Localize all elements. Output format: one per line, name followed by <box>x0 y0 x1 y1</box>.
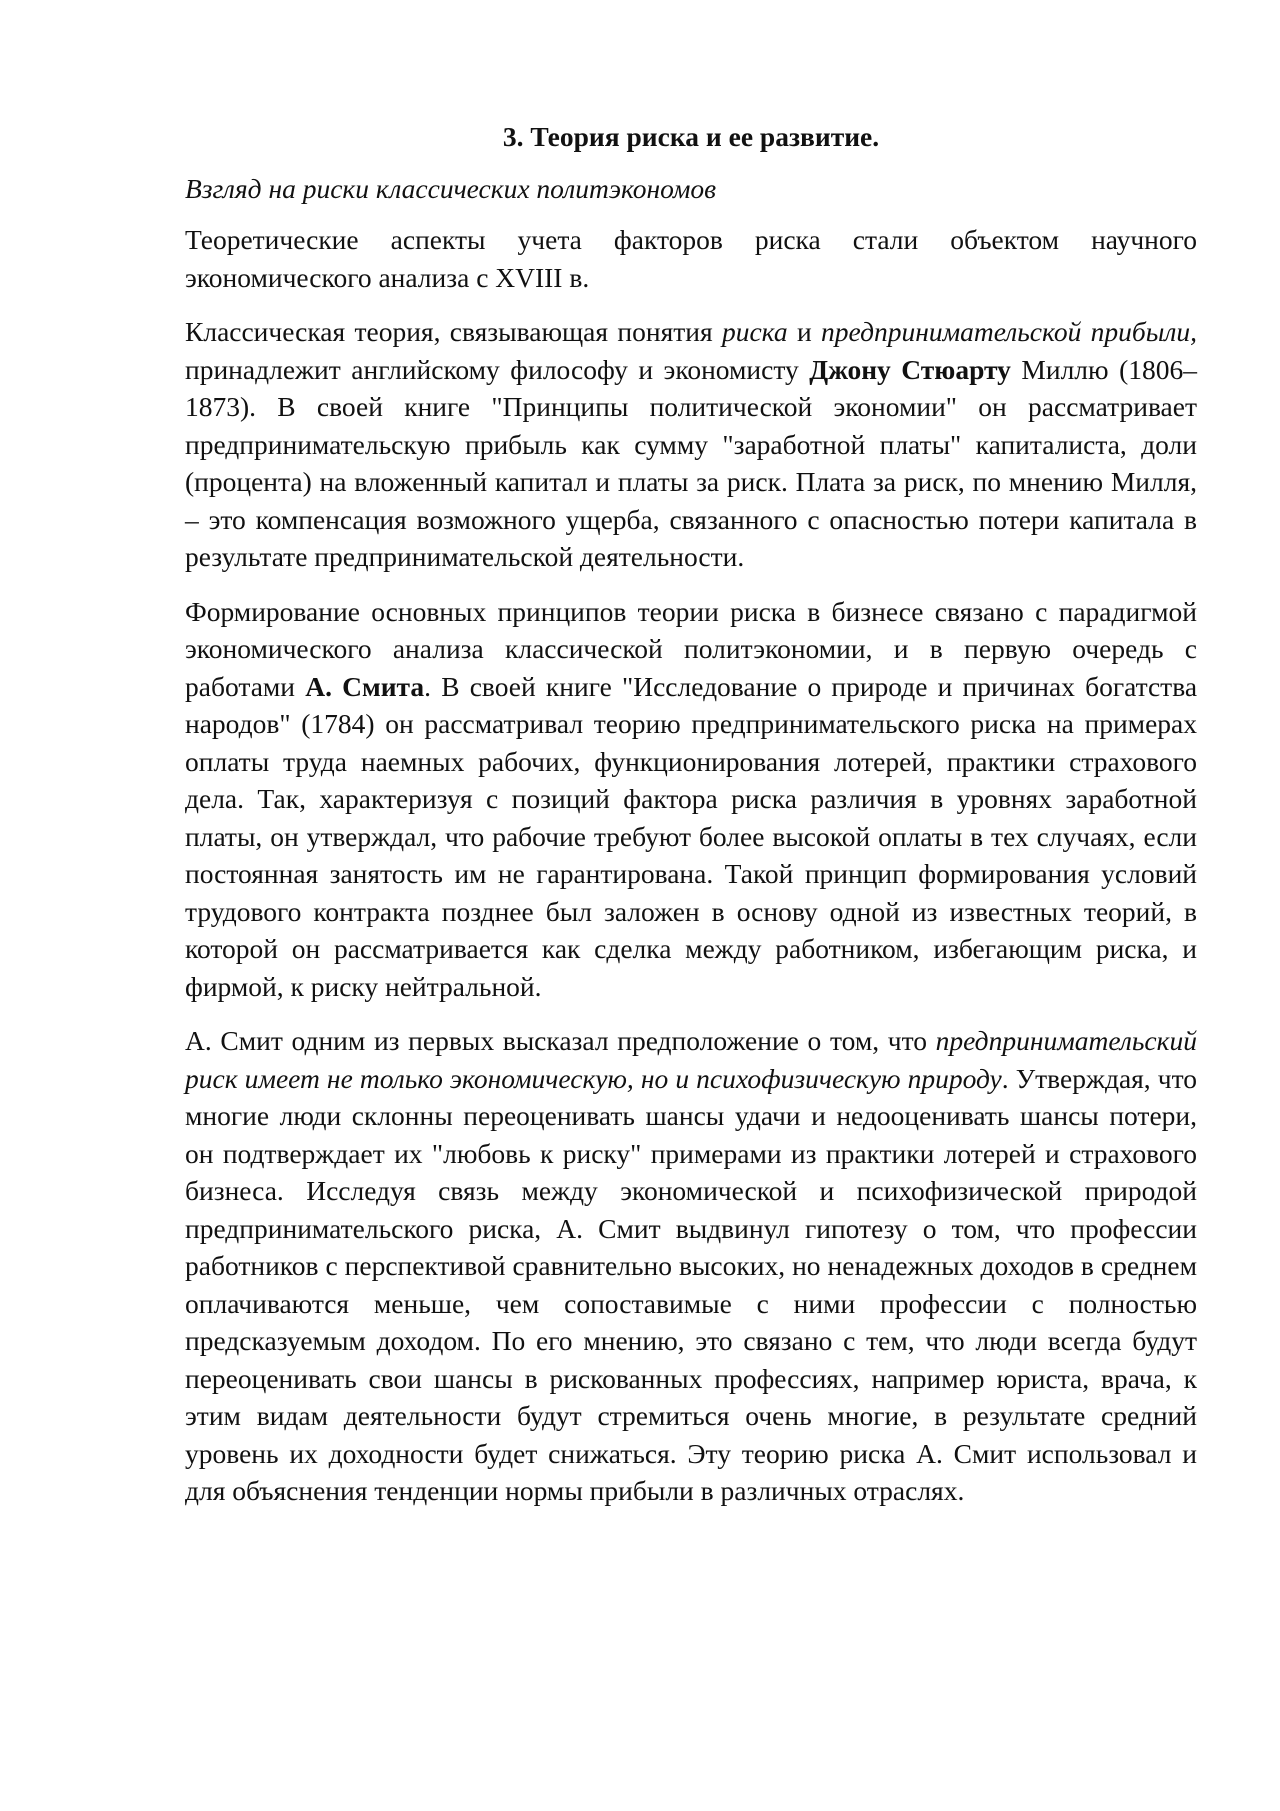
section-title: 3. Теория риска и ее развитие. <box>502 121 880 152</box>
paragraph-2-text-3: принадлежит английскому философу и экономисту <box>185 353 810 385</box>
paragraph-2 <box>185 313 1197 576</box>
paragraph-1 <box>185 221 1197 296</box>
paragraph-3-bold-name: А. Смита <box>305 670 425 702</box>
document-page <box>185 118 1197 1527</box>
paragraph-2-italic-profit: предпринимательской прибыли, <box>821 316 1198 347</box>
paragraph-4-italic-thesis: предпринимательский риск имеет не только экономическую, но и психофизическую природу <box>185 1025 1197 1094</box>
paragraph-4-text-1: А. Смит одним из первых высказал предположение о том, что <box>185 1025 936 1056</box>
section-subtitle: Взгляд на риски классических политэкономов <box>185 172 717 204</box>
paragraph-4 <box>185 1022 1197 1510</box>
paragraph-2-text-2: и <box>787 316 822 347</box>
paragraph-3 <box>185 593 1197 1006</box>
paragraph-2-text-4: Миллю (1806–1873). В своей книге "Принципы политической экономии" он рассматривает предпринимательскую прибыль как сумму "заработной платы" капиталиста, доли (процента) на вложенный капитал и платы за риск. Плата за риск, по мнению Милля, – это компенсация возможного ущерба, связанного с опасностью потери капитала в результате предпринимательской деятельности. <box>185 353 1197 572</box>
paragraph-2-text-1: Классическая теория, связывающая понятия <box>185 316 722 347</box>
paragraph-4-text-2: . Утверждая, что многие люди склонны переоценивать шансы удачи и недооценивать шансы потери, он подтверждает их "любовь к риску" примерами из практики лотерей и страхового бизнеса. Исследуя связь между экономической и психофизической природой предпринимательского риска, А. Смит выдвинул гипотезу о том, что профессии работников с перспективой сравнительно высоких, но ненадежных доходов в среднем оплачиваются меньше, чем сопоставимые с ними профессии с полностью предсказуемым доходом. По его мнению, это связано с тем, что люди всегда будут переоценивать свои шансы в рискованных профессиях, например юриста, врача, к этим видам деятельности будут стремиться очень многие, в результате средний уровень их доходности будет снижаться. Эту теорию риска А. Смит использовал и для объяснения тенденции нормы прибыли в различных отраслях. <box>185 1062 1197 1506</box>
paragraph-3-text-1: Формирование основных принципов теории риска в бизнесе связано с парадигмой экономического анализа классической политэкономии, и в первую очередь с работами <box>185 595 1197 702</box>
paragraph-1-text: Теоретические аспекты учета факторов риска стали объектом научного экономического анализа с XVIII в. <box>185 224 1197 293</box>
paragraph-3-text-2: . В своей книге "Исследование о природе и причинах богатства народов" (1784) он рассматривал теорию предпринимательского риска на примерах оплаты труда наемных рабочих, функционирования лотерей, практики страхового дела. Так, характеризуя с позиций фактора риска различия в уровнях заработной платы, он утверждал, что рабочие требуют более высокой оплаты в тех случаях, если постоянная занятость им не гарантирована. Такой принцип формирования условий трудового контракта позднее был заложен в основу одной из известных теорий, в которой он рассматривается как сделка между работником, избегающим риска, и фирмой, к риску нейтральной. <box>185 670 1198 1002</box>
paragraph-2-bold-name: Джону Стюарту <box>809 353 1011 385</box>
paragraph-2-italic-risk: риска <box>721 316 788 347</box>
